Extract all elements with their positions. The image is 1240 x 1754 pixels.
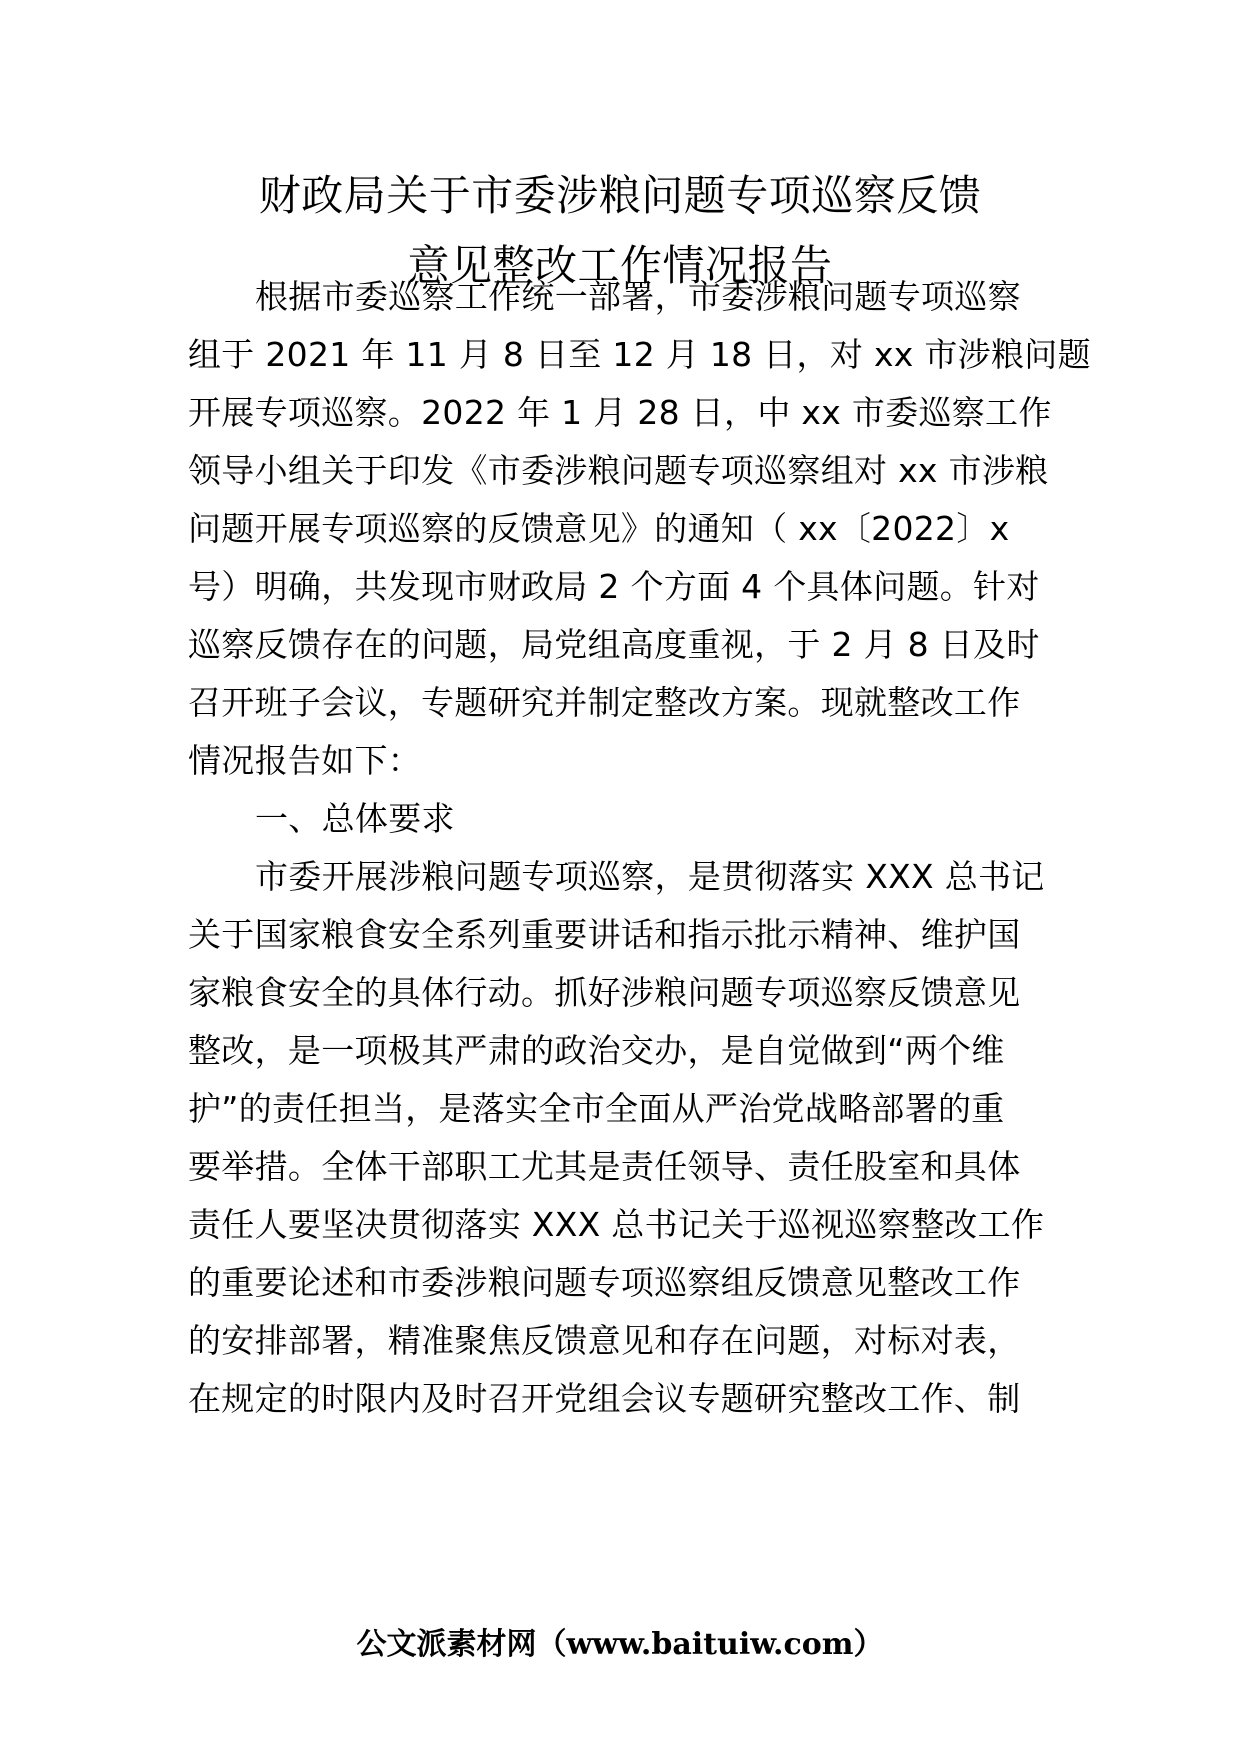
paragraph-2-line: 的重要论述和市委涉粮问题专项巡察组反馈意见整改工作 [188, 1263, 1021, 1302]
paragraph-1-line: 号）明确，共发现市财政局 2 个方面 4 个具体问题。针对 [188, 567, 1040, 606]
paragraph-2-line: 责任人要坚决贯彻落实 XXX 总书记关于巡视巡察整改工作 [188, 1205, 1045, 1244]
paragraph-2-line: 关于国家粮食安全系列重要讲话和指示批示精神、维护国 [188, 915, 1021, 954]
section-heading: 一、总体要求 [255, 799, 455, 838]
paragraph-2-line: 要举措。全体干部职工尤其是责任领导、责任股室和具体 [188, 1147, 1021, 1186]
paragraph-1-line: 召开班子会议，专题研究并制定整改方案。现就整改工作 [188, 683, 1021, 722]
paragraph-1-line: 领导小组关于印发《市委涉粮问题专项巡察组对 xx 市涉粮 [188, 451, 1049, 490]
paragraph-1-line: 开展专项巡察。2022 年 1 月 28 日，中 xx 市委巡察工作 [188, 393, 1052, 432]
paragraph-2-line: 护”的责任担当，是落实全市全面从严治党战略部署的重 [188, 1089, 1005, 1128]
paragraph-2-line: 的安排部署，精准聚焦反馈意见和存在问题，对标对表， [188, 1321, 1021, 1360]
paragraph-2-line: 在规定的时限内及时召开党组会议专题研究整改工作、制 [188, 1379, 1021, 1418]
paragraph-1-line: 情况报告如下： [188, 741, 422, 780]
paragraph-1-line: 组于 2021 年 11 月 8 日至 12 月 18 日，对 xx 市涉粮问题 [188, 335, 1091, 374]
paragraph-2-line: 市委开展涉粮问题专项巡察，是贯彻落实 XXX 总书记 [255, 857, 1045, 896]
document-title-line-2: 意见整改工作情况报告 [407, 241, 833, 290]
paragraph-1-line: 巡察反馈存在的问题，局党组高度重视，于 2 月 8 日及时 [188, 625, 1040, 664]
paragraph-1-line: 问题开展专项巡察的反馈意见》的通知（ xx〔2022〕x [188, 509, 1010, 548]
footer-source-text: 公文派素材网（www.baituiw.com） [356, 1627, 884, 1662]
paragraph-1-line: 根据市委巡察工作统一部署，市委涉粮问题专项巡察 [255, 277, 1021, 316]
paragraph-2-line: 家粮食安全的具体行动。抓好涉粮问题专项巡察反馈意见 [188, 973, 1021, 1012]
paragraph-2-line: 整改，是一项极其严肃的政治交办，是自觉做到“两个维 [188, 1031, 1005, 1070]
document-title-line-1: 财政局关于市委涉粮问题专项巡察反馈 [258, 171, 982, 220]
